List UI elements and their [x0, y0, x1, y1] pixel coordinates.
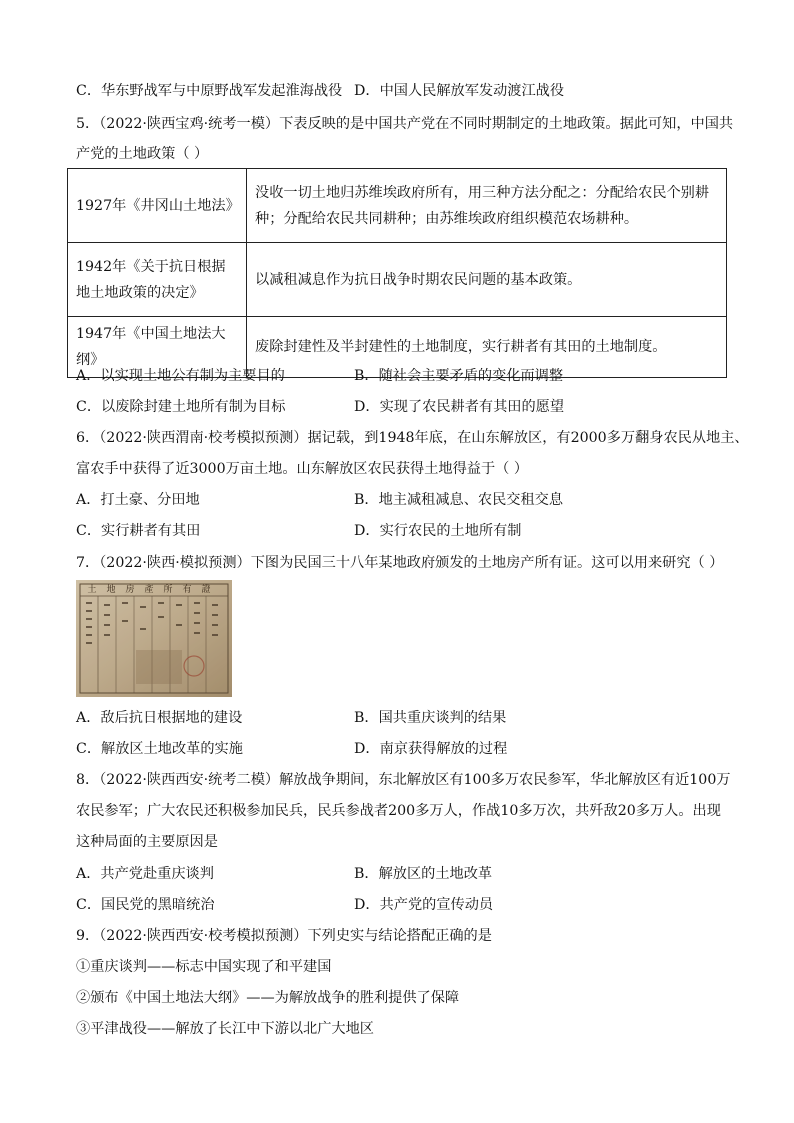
table-cell-content: 没收一切土地归苏维埃政府所有，用三种方法分配之：分配给农民个别耕种；分配给农民共同耕种；由苏维埃政府组织模范农场耕种。	[247, 169, 727, 243]
q6-stem-line2: 富农手中获得了近3000万亩土地。山东解放区农民获得土地得益于（ ）	[76, 461, 529, 477]
q4-option-c[interactable]: C．华东野战军与中原野战军发起淮海战役	[76, 83, 343, 99]
q9-stem: 9．（2022·陕西西安·校考模拟预测）下列史实与结论搭配正确的是	[76, 928, 492, 944]
q7-option-c[interactable]: C．解放区土地改革的实施	[76, 741, 243, 757]
q5-option-a[interactable]: A．以实现土地公有制为主要目的	[76, 368, 285, 384]
q9-item-1: ①重庆谈判——标志中国实现了和平建国	[76, 959, 332, 975]
table-cell-content: 以减租减息作为抗日战争时期农民问题的基本政策。	[247, 243, 727, 317]
q7-stem: 7．（2022·陕西·模拟预测）下图为民国三十八年某地政府颁发的土地房产所有证。这可以用来研究（ ）	[76, 555, 724, 571]
table-cell-year: 1947年《中国土地法大纲》	[68, 317, 247, 378]
q8-option-b[interactable]: B．解放区的土地改革	[354, 866, 493, 882]
q9-item-3: ③平津战役——解放了长江中下游以北广大地区	[76, 1021, 374, 1037]
q8-option-a[interactable]: A．共产党赴重庆谈判	[76, 866, 214, 882]
table-cell-content: 废除封建性及半封建性的土地制度，实行耕者有其田的土地制度。	[247, 317, 727, 378]
q7-option-b[interactable]: B．国共重庆谈判的结果	[354, 710, 507, 726]
land-certificate-photo	[76, 580, 232, 697]
q8-stem-line1: 8．（2022·陕西西安·统考二模）解放战争期间，东北解放区有100多万农民参军，华北解放区有近100万	[76, 772, 731, 788]
land-certificate-image	[76, 580, 232, 697]
q8-option-d[interactable]: D．共产党的宣传动员	[354, 897, 494, 913]
q5-option-c[interactable]: C．以废除封建土地所有制为目标	[76, 399, 286, 415]
q6-option-d[interactable]: D．实行农民的土地所有制	[354, 523, 522, 539]
table-cell-year: 1942年《关于抗日根据地土地政策的决定》	[68, 243, 247, 317]
q6-option-a[interactable]: A．打土豪、分田地	[76, 492, 200, 508]
q7-option-a[interactable]: A．敌后抗日根据地的建设	[76, 710, 243, 726]
q4-option-d[interactable]: D．中国人民解放军发动渡江战役	[354, 83, 565, 99]
q8-option-c[interactable]: C．国民党的黑暗统治	[76, 897, 215, 913]
q7-option-d[interactable]: D．南京获得解放的过程	[354, 741, 508, 757]
q6-stem-line1: 6．（2022·陕西渭南·校考模拟预测）据记载，到1948年底，在山东解放区，有2000多万翻身农民从地主、	[76, 430, 749, 446]
q5-option-b[interactable]: B．随社会主要矛盾的变化而调整	[354, 368, 564, 384]
q6-option-b[interactable]: B．地主减租减息、农民交租交息	[354, 492, 564, 508]
q8-stem-line2: 农民参军；广大农民还积极参加民兵，民兵参战者200多万人，作战10多万次，共歼敌20多万人。出现	[76, 803, 721, 819]
q9-item-2: ②颁布《中国土地法大纲》——为解放战争的胜利提供了保障	[76, 990, 460, 1006]
q5-stem-line1: 5．（2022·陕西宝鸡·统考一模）下表反映的是中国共产党在不同时期制定的土地政策。据此可知，中国共	[76, 116, 734, 132]
table-cell-year: 1927年《井冈山土地法》	[68, 169, 247, 243]
table-row	[68, 243, 727, 317]
table-row	[68, 169, 727, 243]
q5-stem-line2: 产党的土地政策（ ）	[76, 146, 209, 162]
q8-stem-line3: 这种局面的主要原因是	[76, 834, 218, 850]
certificate-title: 土地房產所有證	[87, 585, 221, 595]
q6-option-c[interactable]: C．实行耕者有其田	[76, 523, 201, 539]
q5-option-d[interactable]: D．实现了农民耕者有其田的愿望	[354, 399, 565, 415]
land-policy-table	[67, 168, 727, 378]
